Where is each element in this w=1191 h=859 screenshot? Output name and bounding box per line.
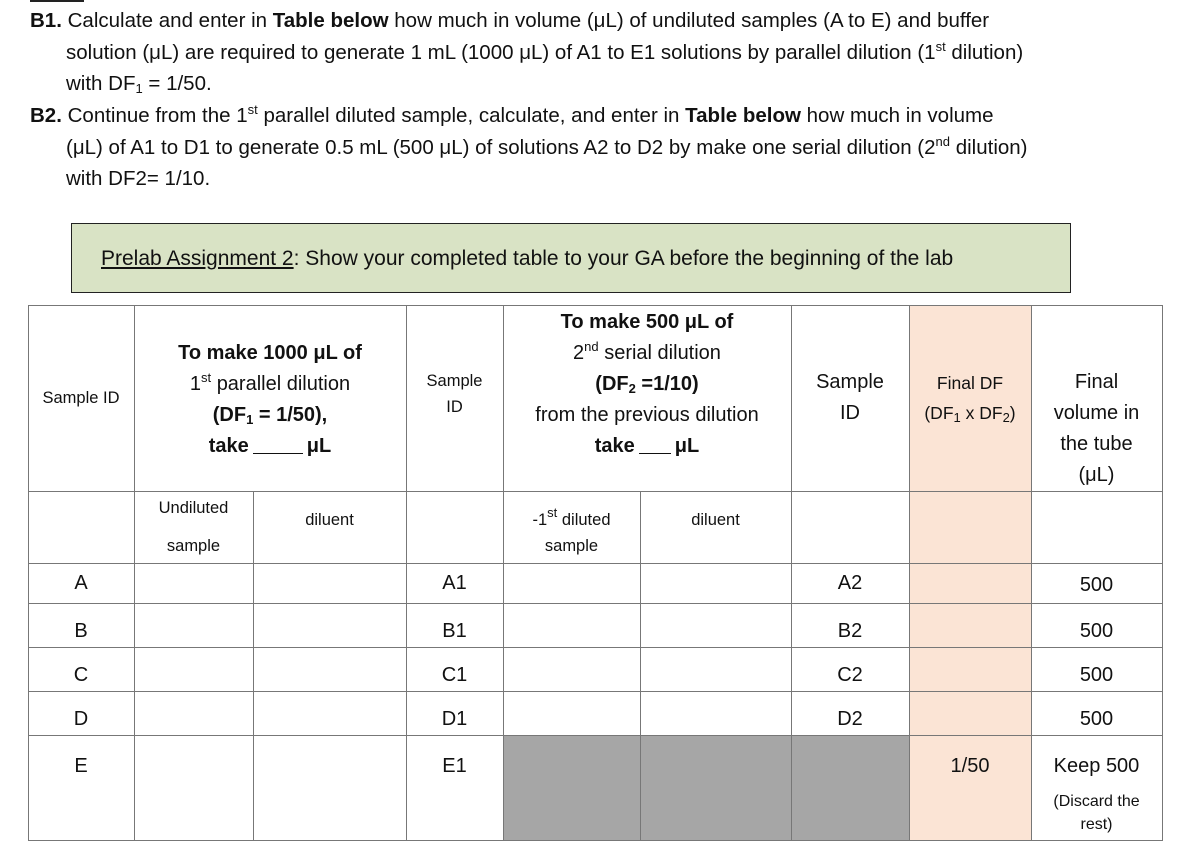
header-text: μL [674,435,700,457]
subheader-text: Undiluted [158,499,229,517]
header-text: take [594,435,635,457]
header-text: Final DF [936,373,1004,393]
cell-text: E1 [442,754,467,777]
header-sub: 2 [1002,410,1010,425]
subheader-text: diluent [691,511,740,529]
prelab-box [71,223,1071,293]
header-sub: 1 [246,412,254,427]
cell-text: B1 [442,619,467,642]
top-rule [30,0,84,2]
header-sub: 1 [953,410,961,425]
table-row-a-final-volume [1031,563,1162,607]
b1-bold: Table below [272,9,389,32]
cell-text: A2 [837,571,863,594]
b1-sup: st [935,38,946,54]
b2-text: Continue from the 1 [67,104,248,127]
header-text: parallel dilution [216,373,351,395]
b1-text: with DF [66,72,136,95]
header-text: (DF [595,373,629,395]
subheader-sup: st [547,504,558,520]
prelab-title: Prelab Assignment 2 [101,247,294,270]
b2-sup: st [247,102,258,117]
header-text: Sample [426,372,483,390]
header-text: μL [306,435,332,457]
header-sample-id-3 [791,305,909,491]
header-final-df [909,305,1031,491]
header-text: = 1/50), [258,404,328,426]
header-text: Sample [816,371,884,393]
cell-text: 1/50 [950,754,990,777]
header-sample-id-2 [406,305,503,491]
instruction-b2 [30,100,1028,195]
header-second-dilution [503,305,791,491]
b1-text: = 1/50. [148,72,212,95]
header-text: the tube [1060,433,1133,455]
header-text: (μL) [1078,464,1115,486]
grid-line [1162,305,1163,840]
cell-text: D [73,707,89,730]
header-text: Sample ID [42,389,120,407]
cell-text: 500 [1079,573,1114,596]
b1-text: dilution) [951,40,1024,64]
header-sample-id [28,305,134,491]
cell-text: E [74,754,88,777]
cell-text: Keep 500 [1053,754,1140,777]
cell-text: D2 [837,707,863,730]
table-row-a-second-id [791,563,909,603]
cell-text: 500 [1079,707,1114,730]
cell-text: D1 [441,707,468,730]
subheader-undiluted-sample [134,491,253,563]
subheader-text: sample [544,536,599,555]
cell-text: 500 [1079,619,1114,642]
b1-sub: 1 [135,81,143,96]
b2-label: B2. [30,104,62,127]
cell-text: C1 [441,663,468,686]
header-sup: st [201,370,212,385]
subheader-text: diluent [305,511,354,529]
cell-text: A1 [442,571,467,594]
cell-text: (Discard the [1053,793,1140,810]
table-row-e-sample [28,735,134,797]
table-row-e-final-df [909,735,1031,797]
b2-text: parallel diluted sample, calculate, and enter in [263,104,680,127]
table-row-a-first-id [406,563,503,603]
b1-text: how much in volume (μL) of undiluted samples (A to E) and buffer [394,9,990,32]
grid-line [28,840,1163,841]
header-text: Final [1074,371,1119,393]
cell-text: A [74,571,88,594]
header-text: (DF [212,404,247,426]
header-text: volume in [1053,402,1140,424]
prelab-text: : Show your completed table to your GA before the beginning of the lab [293,247,954,270]
grid-line [28,691,1163,692]
subheader-text: diluted [561,510,611,529]
grid-line [28,603,1163,604]
header-text: =1/10) [641,373,699,395]
b1-label: B1. [30,9,62,32]
header-text: To make 500 μL of [560,311,734,333]
b2-text: dilution) [955,135,1028,159]
subheader-diluent-2 [640,491,791,549]
cell-text: B2 [837,619,863,642]
instruction-b1 [30,5,1023,100]
header-text: x DF [960,403,1003,423]
header-sub: 2 [628,381,636,396]
grid-line [28,647,1163,648]
header-text: ID [446,398,463,416]
cell-text: 500 [1079,663,1114,686]
header-text: from the previous dilution [535,404,759,426]
table-row-d-second-id [791,691,909,747]
b2-sup: nd [935,133,951,149]
subheader-diluent-1 [253,491,406,549]
cell-text: B [74,619,88,642]
b2-text: with DF2= 1/10. [66,167,211,190]
answer-blank [253,433,303,454]
cell-text: C [73,663,89,686]
subheader-text: -1 [532,510,548,529]
header-text: serial dilution [604,342,721,364]
b1-text: solution (μL) are required to generate 1 mL (1000 μL) of A1 to E1 solutions by parallel dilution (1 [66,40,936,64]
header-text: ) [1009,403,1016,423]
header-text: 1 [189,373,201,395]
b2-text: how much in volume [806,104,994,127]
header-text: 2 [573,342,585,364]
b2-bold: Table below [685,104,801,127]
table-row-e-first-id [406,735,503,797]
table-row-a-sample [28,563,134,603]
row-e-gray-block [503,735,909,840]
b1-text: Calculate and enter in [67,9,268,32]
header-text: (DF [924,403,954,423]
table-row-e-note [1031,788,1162,838]
cell-text: rest) [1080,816,1113,833]
header-text: ID [840,402,860,424]
answer-blank [639,433,671,454]
header-first-dilution [134,305,406,491]
header-text: take [208,435,249,457]
b2-text: (μL) of A1 to D1 to generate 0.5 mL (500 μL) of solutions A2 to D2 by make one serial dilution (2 [66,135,936,159]
subheader-text: sample [166,537,221,555]
header-final-volume [1031,305,1162,491]
header-sup: nd [584,339,599,354]
subheader-first-diluted-sample [503,491,640,574]
header-text: To make 1000 μL of [178,342,362,364]
cell-text: C2 [837,663,863,686]
